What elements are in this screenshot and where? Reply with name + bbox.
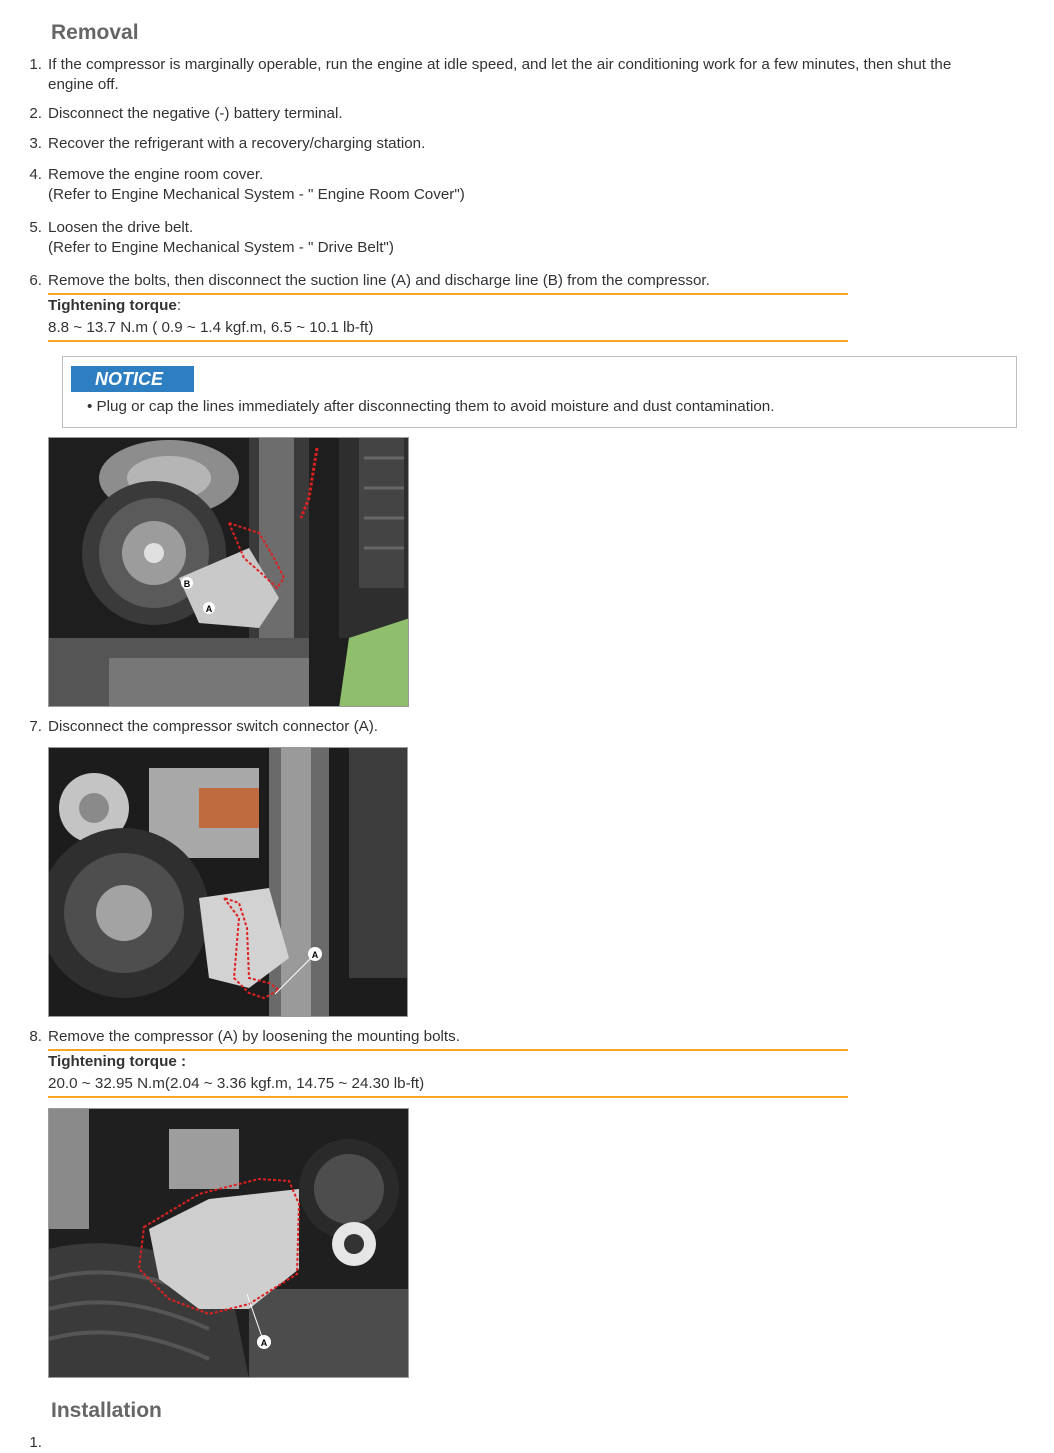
- step-text: Disconnect the negative (-) battery terminal.: [48, 105, 343, 122]
- step-line: If the compressor is marginally operable, run the engine at idle speed, and let the air conditioning work for a few minutes, then shut the: [48, 56, 952, 73]
- callout-a: A: [260, 1338, 268, 1348]
- engine-photo-illustration: [49, 748, 408, 1017]
- step-text: [48, 165, 1020, 205]
- step-number: 1.: [29, 56, 42, 73]
- step-number: 3.: [29, 135, 42, 152]
- torque-label-colon: :: [176, 297, 182, 314]
- notice-box: [62, 356, 1017, 428]
- engine-photo-illustration: [49, 1109, 409, 1378]
- step-number: 1.: [29, 1434, 42, 1451]
- section-title-installation: Installation: [51, 1399, 162, 1422]
- engine-photo-illustration: [49, 438, 409, 707]
- step-number: 5.: [29, 219, 42, 236]
- step-line: Remove the engine room cover.: [48, 166, 264, 183]
- callout-b: B: [183, 579, 191, 589]
- step-number: 8.: [29, 1028, 42, 1045]
- step-number: 4.: [29, 166, 42, 183]
- compressor-lines-photo: [48, 437, 409, 707]
- torque-rule-bottom: [48, 340, 848, 342]
- torque-label: [48, 297, 181, 314]
- compressor-removal-photo: [48, 1108, 409, 1378]
- step-text: Remove the bolts, then disconnect the suction line (A) and discharge line (B) from the compressor.: [48, 272, 710, 289]
- step-line: Loosen the drive belt.: [48, 219, 194, 236]
- section-title-removal: Removal: [51, 21, 139, 44]
- torque-value: 8.8 ~ 13.7 N.m ( 0.9 ~ 1.4 kgf.m, 6.5 ~ 10.1 lb-ft): [48, 319, 374, 336]
- torque-rule-top: [48, 1049, 848, 1051]
- step-reference: (Refer to Engine Mechanical System - " Engine Room Cover"): [48, 186, 465, 203]
- step-line: engine off.: [48, 76, 119, 93]
- compressor-connector-photo: [48, 747, 408, 1017]
- callout-a: A: [205, 604, 213, 614]
- callout-a: A: [311, 950, 319, 960]
- step-number: 7.: [29, 718, 42, 735]
- torque-label-text: Tightening torque: [48, 297, 177, 314]
- step-number: 2.: [29, 105, 42, 122]
- notice-text: • Plug or cap the lines immediately after disconnecting them to avoid moisture and dust contamination.: [87, 398, 775, 415]
- torque-rule-top: [48, 293, 848, 295]
- step-number: 6.: [29, 272, 42, 289]
- step-reference: (Refer to Engine Mechanical System - " Drive Belt"): [48, 239, 394, 256]
- step-text: Recover the refrigerant with a recovery/charging station.: [48, 135, 426, 152]
- step-text: Disconnect the compressor switch connector (A).: [48, 718, 379, 735]
- torque-value: 20.0 ~ 32.95 N.m(2.04 ~ 3.36 kgf.m, 14.75 ~ 24.30 lb-ft): [48, 1075, 425, 1092]
- torque-rule-bottom: [48, 1096, 848, 1098]
- step-text: [48, 218, 1020, 258]
- notice-tag: NOTICE: [71, 366, 194, 392]
- torque-label: Tightening torque :: [48, 1053, 187, 1070]
- step-text: Remove the compressor (A) by loosening the mounting bolts.: [48, 1028, 460, 1045]
- step-text: [48, 55, 1020, 95]
